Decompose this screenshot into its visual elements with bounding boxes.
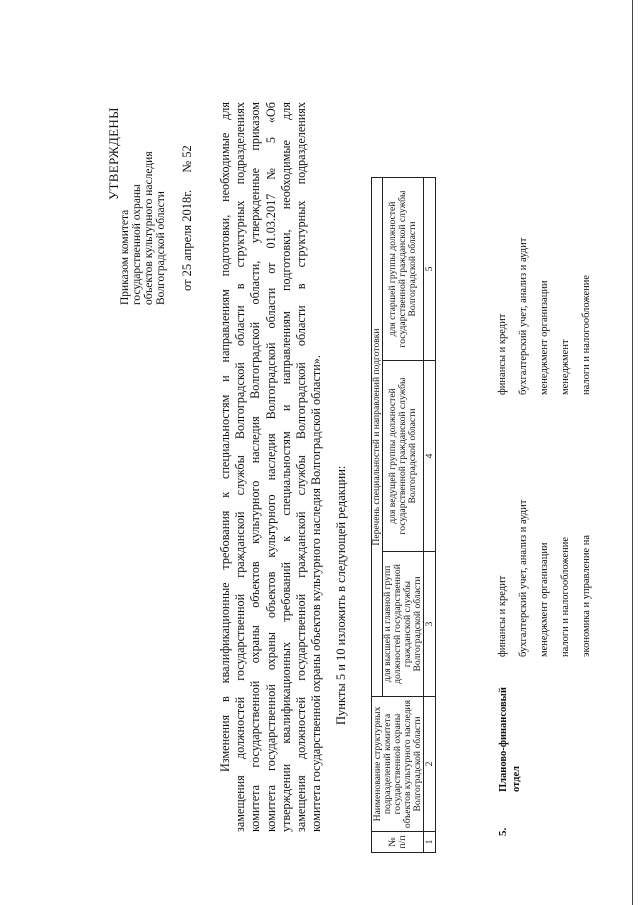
points-instruction: Пункты 5 и 10 изложить в следующей редакции: <box>334 465 348 725</box>
approval-date-line <box>180 145 195 291</box>
specialty-item: бухгалтерский учет, анализ и аудит <box>518 237 529 395</box>
qualification-table <box>371 177 436 853</box>
header-senior-group: для старшей группы должностей государственной гражданской службы Волгоградской области <box>383 178 424 361</box>
specialty-item: финансы и кредит <box>497 575 508 657</box>
header-number: № п/п <box>372 832 424 853</box>
intro-paragraph <box>218 102 324 832</box>
header-department-name: Наименование структурных подразделений комитета государственной охраны объектов культурного наследия Волгоградской области <box>372 697 424 832</box>
row-department-name: Планово-финансовый отдел <box>498 687 522 792</box>
specialty-item: менеджмент организации <box>539 542 550 657</box>
approval-order-line: Приказом комитета <box>119 209 131 305</box>
column-number: 3 <box>424 552 436 697</box>
specialty-item: менеджмент <box>560 339 571 395</box>
page-edge-line <box>632 0 633 905</box>
specialty-item: менеджмент организации <box>539 280 550 395</box>
specialty-item: налоги и налогообложение <box>560 536 571 657</box>
specialty-item: бухгалтерский учет, анализ и аудит <box>518 499 529 657</box>
specialty-item: налоги и налогообложение <box>581 274 592 395</box>
column-number: 2 <box>424 697 436 832</box>
approval-date: от 25 апреля 2018г. <box>180 189 194 291</box>
intro-line: комитета государственной охраны объектов культурного наследия Волгоградской области от 01.03.2017 № 5 «Об <box>263 102 278 832</box>
intro-line: утверждении квалификационных требований к специальностям и направлениям подготовки, необходимые для <box>278 102 293 832</box>
header-top-group: для высшей и главной групп должностей государственной гражданской службы Волгоградской области <box>383 552 424 697</box>
specialty-item: финансы и кредит <box>497 313 508 395</box>
column-number: 4 <box>424 361 436 552</box>
approval-order-line: государственной охраны <box>131 184 143 305</box>
intro-line: комитета государственной охраны объектов культурного наследия Волгоградской области, утвержденные приказом <box>248 102 263 832</box>
specialty-item: экономика и управление на <box>581 534 592 657</box>
approval-title: УТВЕРЖДЕНЫ <box>106 107 121 200</box>
header-leading-group: для ведущей группы должностей государственной гражданской службы Волгоградской области <box>383 361 424 552</box>
approval-order-line: Волгоградской области <box>155 191 167 305</box>
column-number: 5 <box>424 178 436 361</box>
intro-line: комитета государственной охраны объектов культурного наследия Волгоградской области». <box>309 355 324 832</box>
approval-order-block <box>119 65 167 305</box>
column-number: 1 <box>424 832 436 853</box>
intro-line: замещения должностей государственной гражданской службы Волгоградской области в структурных подразделениях <box>233 102 248 832</box>
intro-line: Изменения в квалификационные требования к специальностям и направлениям подготовки, необходимые для <box>218 102 232 772</box>
approval-order-line: объектов культурного наследия <box>143 151 155 305</box>
row-leading-group-specialties <box>497 205 602 395</box>
header-specialties-group: Перечень специальностей и направлений подготовки <box>372 178 383 697</box>
row-top-group-specialties <box>497 487 602 657</box>
intro-line: замещения должностей государственной гражданской службы Волгоградской области в структурных подразделениях <box>294 102 309 832</box>
row-number: 5. <box>497 827 509 836</box>
approval-number: № 52 <box>180 145 194 173</box>
